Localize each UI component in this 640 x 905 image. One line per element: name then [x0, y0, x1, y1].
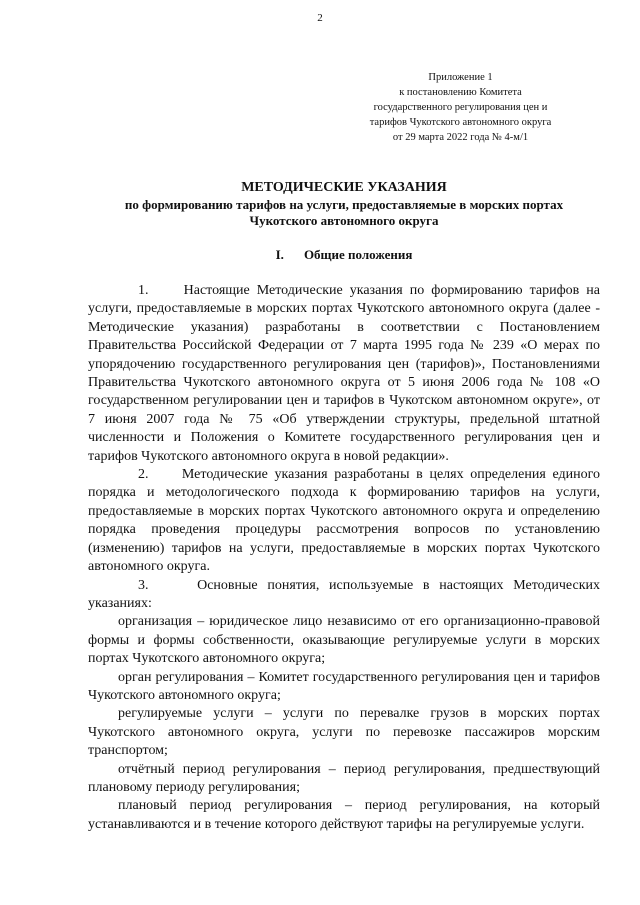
definition-regulator: орган регулирования – Комитет государственного регулирования цен и тарифов Чукотского автономного округа; [88, 669, 600, 703]
section-title: Общие положения [303, 247, 413, 262]
title-subtitle-line-2: Чукотского автономного округа [249, 213, 439, 228]
paragraph-3: 3. Основные понятия, используемые в настоящих Методических указаниях: [88, 577, 600, 611]
paragraph-2: 2. Методические указания разработаны в целях определения единого порядка и методологического подхода к формированию тарифов на услуги, предоставляемые в морских портах Чукотского автономного округа и определению порядка проведения процедуры рассмотрения вопросов по установлению (изменению) тарифов на услуги, предоставляемые в морских портах Чукотского автономного округа. [88, 467, 600, 575]
appendix-line: государственного регулирования цен и [373, 102, 548, 113]
section-heading [84, 247, 604, 263]
appendix-header [318, 70, 603, 145]
paragraph-1: 1. Настоящие Методические указания по формированию тарифов на услуги, предоставляемые в морских портах Чукотского автономного округа (далее - Методические указания) разработаны в соответствии с Постановлением Правительства Российской Федерации от 7 марта 1995 года № 239 «О мерах по упорядочению государственного регулирования цен (тарифов)», Постановлениями Правительства Чукотского автономного округа от 5 июня 2006 года № 108 «О государственном регулировании цен и тарифов в Чукотском автономном округе», от 7 июня 2007 года № 75 «Об утверждении структуры, предельной штатной численности и Положения о Комитете государственного регулирования цен и тарифов Чукотского автономного округа в новой редакции». [88, 283, 600, 464]
appendix-line: Приложение 1 [428, 72, 493, 83]
definition-planning-period: плановый период регулирования – период регулирования, на который устанавливаются и в течение которого действуют тарифы на регулируемые услуги. [88, 798, 600, 832]
title-subtitle-line-1: по формированию тарифов на услуги, предоставляемые в морских портах [124, 196, 564, 212]
appendix-line: тарифов Чукотского автономного округа [369, 117, 552, 128]
page-number: 2 [317, 12, 323, 24]
title-main: МЕТОДИЧЕСКИЕ УКАЗАНИЯ [241, 180, 447, 195]
section-number: I. [275, 247, 284, 262]
document-title [84, 180, 604, 230]
appendix-line: от 29 марта 2022 года № 4-м/1 [392, 132, 529, 143]
definition-regulated-services: регулируемые услуги – услуги по перевалке грузов в морских портах Чукотского автономного округа, услуги по перевозке пассажиров морским транспортом; [88, 706, 600, 759]
appendix-line: к постановлению Комитета [399, 87, 522, 98]
definition-organization: организация – юридическое лицо независимо от его организационно-правовой формы и формы собственности, оказывающие регулируемые услуги в морских портах Чукотского автономного округа; [88, 614, 600, 667]
document-body [88, 282, 600, 834]
definition-reporting-period: отчётный период регулирования – период регулирования, предшествующий плановому периоду регулирования; [88, 761, 600, 795]
